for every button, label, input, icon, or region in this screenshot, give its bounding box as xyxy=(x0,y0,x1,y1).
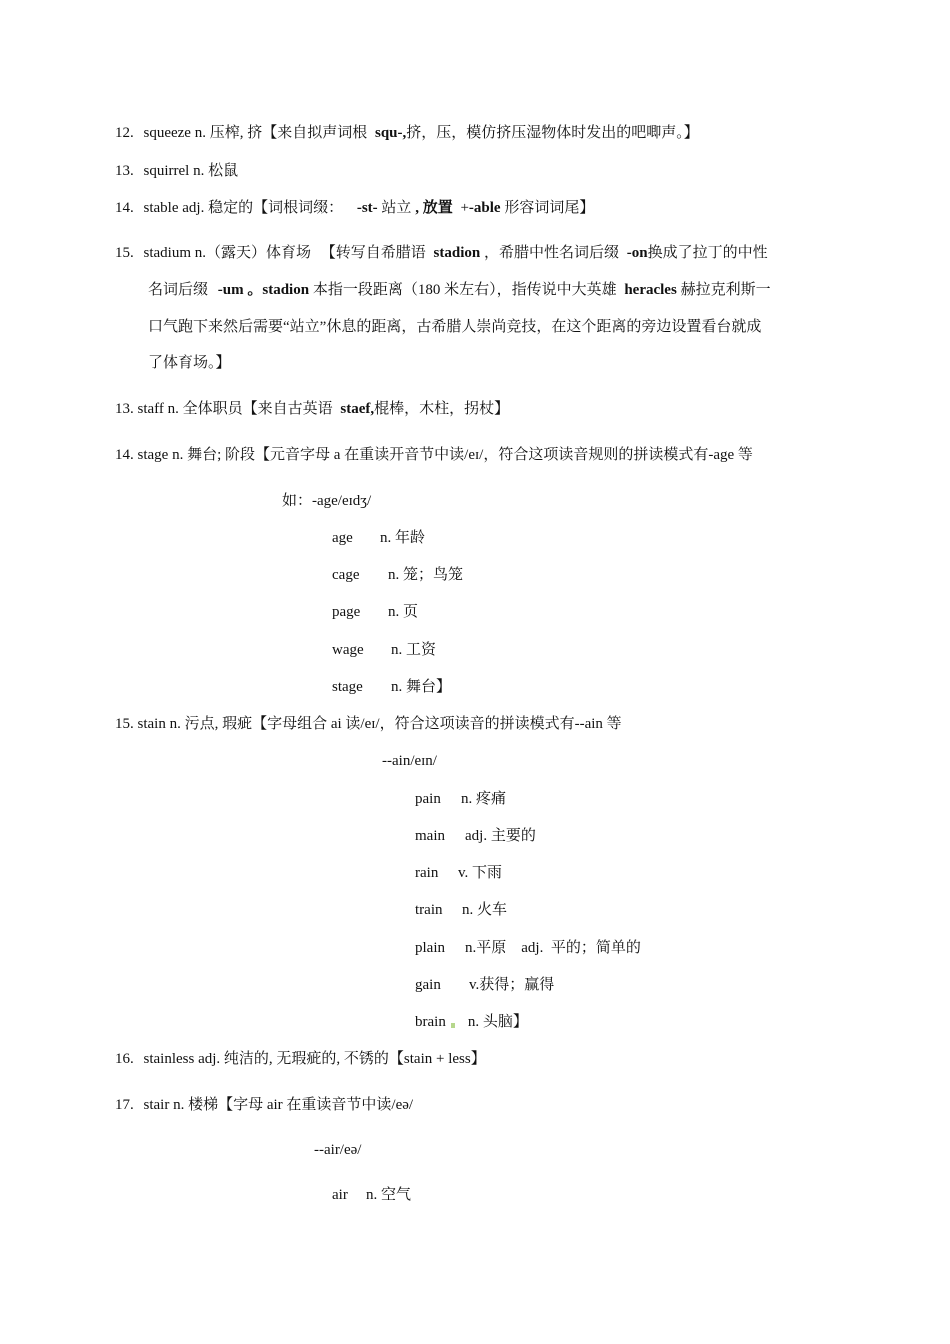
example-word xyxy=(332,529,425,547)
spelling-pattern: --ain/eɪn/ xyxy=(382,753,437,769)
entry-number: 16. xyxy=(115,1051,134,1067)
entry-number: 13. xyxy=(115,401,134,417)
example-word xyxy=(415,976,554,994)
greek-word: stadion xyxy=(262,282,310,298)
example-word xyxy=(415,939,641,957)
example-definition: n. 笼；鸟笼 xyxy=(388,567,464,583)
example-definition: v.获得；赢得 xyxy=(469,977,555,993)
example-definition: n. 疼痛 xyxy=(461,791,507,807)
phonics-note: 【字母 air 在重读音节中读/eə/ xyxy=(218,1097,414,1113)
entry-definition: n.（露天）体育场 xyxy=(194,245,312,261)
example-term: gain xyxy=(415,977,441,993)
greek-suffix: -on xyxy=(626,245,648,261)
comma: , 放置 xyxy=(415,200,453,216)
entry-stadium-line4: 了体育场。】 xyxy=(148,355,231,371)
example-definition: n. 火车 xyxy=(462,902,508,918)
etymology: 【stain + less】 xyxy=(388,1051,486,1067)
entry-definition: adj. 纯洁的, 无瑕疵的, 不锈的 xyxy=(198,1051,389,1067)
etymology-text: ，希腊中性名词后缀 xyxy=(483,245,619,261)
example-word xyxy=(415,827,536,845)
entry-number: 15. xyxy=(115,716,134,732)
example-term: air xyxy=(332,1187,348,1203)
entry-squeeze xyxy=(115,124,699,142)
example-term: rain xyxy=(415,865,439,881)
entry-squirrel xyxy=(115,162,238,180)
example-term: main xyxy=(415,828,445,844)
entry-number: 15. xyxy=(115,245,134,261)
example-definition: n. 空气 xyxy=(366,1187,412,1203)
entry-word: stair xyxy=(143,1097,170,1113)
example-definition: v. 下雨 xyxy=(458,865,503,881)
entry-number: 13. xyxy=(115,163,134,179)
root: squ-, xyxy=(375,125,407,141)
entry-stainless xyxy=(115,1050,486,1068)
etymology-open: 【词根词缀： xyxy=(253,200,344,216)
greek-word: stadion xyxy=(433,245,481,261)
etymology-text: 名词后缀 xyxy=(148,282,209,298)
root: staef, xyxy=(340,401,375,417)
example-term: page xyxy=(332,604,361,620)
entry-stadium xyxy=(115,244,768,262)
highlight-mark xyxy=(451,1023,455,1028)
example-term: brain xyxy=(415,1014,446,1030)
entry-definition: adj. 稳定的 xyxy=(182,200,254,216)
root: -st- xyxy=(356,200,378,216)
example-word xyxy=(332,566,463,584)
etymology-open: 【转写自希腊语 xyxy=(320,245,426,261)
spelling-pattern: --air/eə/ xyxy=(314,1142,362,1158)
entry-definition: n. 全体职员 xyxy=(167,401,243,417)
hero-name: heracles xyxy=(624,282,677,298)
example-word xyxy=(332,603,418,621)
phonics-note: 【元音字母 a 在重读开音节中读/eɪ/，符合这项读音规则的拼读模式有-age 等 xyxy=(255,447,753,463)
example-term: age xyxy=(332,530,353,546)
example-definition: n. 头脑】 xyxy=(467,1014,528,1030)
etymology-rest: 挤，压，模仿挤压湿物体时发出的吧唧声。】 xyxy=(406,125,699,141)
entry-stadium-line3: 口气跑下来然后需要“站立”休息的距离，古希腊人崇尚竞技，在这个距离的旁边设置看台就成 xyxy=(148,319,762,335)
entry-number: 17. xyxy=(115,1097,134,1113)
entry-word: stadium xyxy=(143,245,191,261)
example-word xyxy=(415,1013,528,1031)
etymology-text: 赫拉克利斯一 xyxy=(680,282,771,298)
entry-definition: n. 楼梯 xyxy=(173,1097,219,1113)
example-term: plain xyxy=(415,940,445,956)
example-term: wage xyxy=(332,642,364,658)
spelling-pattern: 如：-age/eɪdʒ/ xyxy=(282,493,372,509)
example-word xyxy=(415,901,507,919)
entry-definition: n. 压榨, 挤 xyxy=(194,125,263,141)
example-term: pain xyxy=(415,791,441,807)
example-definition: n. 页 xyxy=(388,604,419,620)
entry-word: stage xyxy=(137,447,169,463)
entry-word: staff xyxy=(137,401,164,417)
example-word xyxy=(332,1186,411,1204)
entry-word: squirrel xyxy=(143,163,190,179)
entry-word: stainless xyxy=(143,1051,195,1067)
punctuation: 。 xyxy=(247,282,263,298)
latin-suffix: -um xyxy=(217,282,244,298)
example-definition: adj. 主要的 xyxy=(465,828,536,844)
entry-stadium-line2 xyxy=(148,281,771,299)
example-word xyxy=(415,790,506,808)
entry-stable xyxy=(115,199,594,217)
entry-staff xyxy=(115,400,509,418)
example-word xyxy=(332,641,436,659)
entry-definition: n. 污点, 瑕疵 xyxy=(169,716,253,732)
entry-word: stain xyxy=(137,716,166,732)
example-definition: n. 工资 xyxy=(391,642,437,658)
entry-word: stable xyxy=(143,200,179,216)
entry-word: squeeze xyxy=(143,125,191,141)
entry-number: 12. xyxy=(115,125,134,141)
etymology-rest: 棍棒，木柱，拐杖】 xyxy=(374,401,510,417)
entry-stage xyxy=(115,446,753,464)
etymology-open: 【来自拟声词根 xyxy=(262,125,368,141)
etymology-text: 本指一段距离（180 米左右），指传说中大英雄 xyxy=(312,282,617,298)
phonics-note: 【字母组合 ai 读/eɪ/，符合这项读音的拼读模式有--ain 等 xyxy=(252,716,622,732)
entry-stair xyxy=(115,1096,413,1114)
entry-definition: n. 松鼠 xyxy=(193,163,239,179)
suffix-definition: 形容词词尾】 xyxy=(504,200,595,216)
etymology-text: 换成了拉丁的中性 xyxy=(647,245,768,261)
example-definition: n.平原 adj. 平的；简单的 xyxy=(465,940,641,956)
root-definition: 站立 xyxy=(381,200,412,216)
example-term: cage xyxy=(332,567,360,583)
entry-number: 14. xyxy=(115,447,134,463)
etymology-open: 【来自古英语 xyxy=(242,401,333,417)
entry-number: 14. xyxy=(115,200,134,216)
suffix: -able xyxy=(468,200,501,216)
entry-stain xyxy=(115,715,622,733)
entry-definition: n. 舞台; 阶段 xyxy=(172,447,255,463)
plus-sign: + xyxy=(460,200,469,216)
example-word xyxy=(332,678,451,696)
example-definition: n. 年龄 xyxy=(380,530,426,546)
example-term: stage xyxy=(332,679,363,695)
example-definition: n. 舞台】 xyxy=(391,679,452,695)
example-term: train xyxy=(415,902,443,918)
example-word xyxy=(415,864,502,882)
